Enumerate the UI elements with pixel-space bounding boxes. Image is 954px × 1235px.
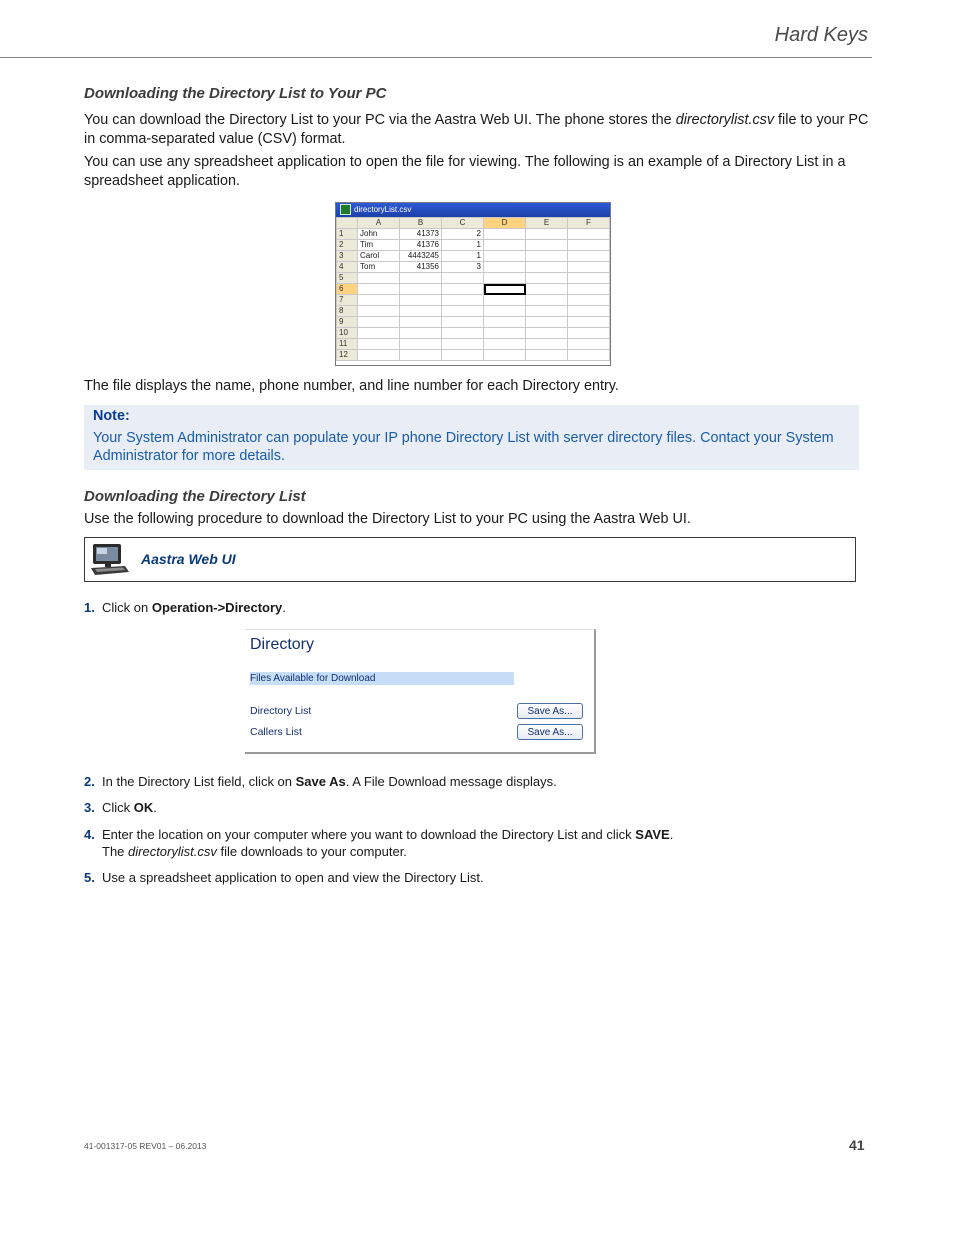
column-header: A	[358, 218, 400, 229]
page-number: 41	[849, 1137, 865, 1153]
cell-name: John	[358, 229, 400, 240]
column-header-row	[337, 218, 610, 229]
table-row	[337, 328, 610, 339]
table-row	[337, 295, 610, 306]
column-header: D	[484, 218, 526, 229]
spreadsheet-paragraph: You can use any spreadsheet application to open the file for viewing. The following is an example of a Directory List in a spreadsheet application.	[84, 154, 846, 189]
cell-line: 1	[442, 251, 484, 262]
column-header: B	[400, 218, 442, 229]
running-header: Hard Keys	[774, 24, 868, 46]
callers-list-label: Callers List	[250, 726, 302, 738]
table-row	[337, 317, 610, 328]
table-row	[337, 262, 610, 273]
row-header: 7	[337, 295, 358, 306]
spreadsheet-grid	[336, 217, 610, 361]
directory-list-label: Directory List	[250, 705, 312, 717]
cell-line: 3	[442, 262, 484, 273]
spreadsheet-screenshot	[335, 202, 611, 366]
table-row	[337, 350, 610, 361]
corner-cell	[337, 218, 358, 229]
step-4: 4. Enter the location on your computer where you want to download the Directory List and click SAVE.	[84, 827, 674, 842]
intro-paragraph: You can download the Directory List to your PC via the Aastra Web UI. The phone stores the directorylist.csv file to your PC in comma-separated value (CSV) format.	[84, 112, 869, 147]
cell-phone: 41376	[400, 240, 442, 251]
row-header: 3	[337, 251, 358, 262]
row-header: 11	[337, 339, 358, 350]
step-2: 2. In the Directory List field, click on Save As. A File Download message displays.	[84, 774, 557, 789]
directory-panel	[245, 629, 596, 754]
row-header: 4	[337, 262, 358, 273]
table-row	[337, 273, 610, 284]
note-box	[84, 405, 859, 470]
table-row	[337, 229, 610, 240]
cell-phone: 41356	[400, 262, 442, 273]
column-header: F	[568, 218, 610, 229]
row-header: 12	[337, 350, 358, 361]
row-header: 1	[337, 229, 358, 240]
directory-title: Directory	[250, 636, 315, 653]
note-title: Note:	[93, 408, 130, 424]
cell-line: 1	[442, 240, 484, 251]
aastra-web-ui-box	[84, 537, 856, 582]
row-header: 2	[337, 240, 358, 251]
section-title-download-to-pc: Downloading the Directory List to Your PC	[84, 85, 387, 102]
header-rule	[0, 57, 872, 58]
table-row	[337, 284, 610, 295]
table-row	[337, 339, 610, 350]
section-title-download-directory: Downloading the Directory List	[84, 488, 306, 505]
step-1: 1. Click on Operation->Directory.	[84, 600, 286, 615]
row-header: 8	[337, 306, 358, 317]
spreadsheet-titlebar: directoryList.csv	[336, 203, 610, 217]
cell-name: Carol	[358, 251, 400, 262]
cell-line: 2	[442, 229, 484, 240]
column-header: E	[526, 218, 568, 229]
row-header: 5	[337, 273, 358, 284]
cell-phone: 4443245	[400, 251, 442, 262]
cell-name: Tom	[358, 262, 400, 273]
excel-icon	[340, 204, 351, 215]
table-row	[337, 306, 610, 317]
table-row	[337, 251, 610, 262]
save-as-callers-button[interactable]: Save As...	[517, 724, 583, 740]
note-body: Your System Administrator can populate your IP phone Directory List with server directory files. Contact your System Administrator for more details.	[93, 430, 834, 464]
document-id: 41-001317-05 REV01 – 06.2013	[84, 1141, 207, 1151]
table-row	[337, 240, 610, 251]
file-description-paragraph: The file displays the name, phone number, and line number for each Directory entry.	[84, 378, 619, 394]
step-4-detail: The directorylist.csv file downloads to your computer.	[102, 844, 407, 859]
row-header: 6	[337, 284, 358, 295]
save-as-directory-button[interactable]: Save As...	[517, 703, 583, 719]
cell-name: Tim	[358, 240, 400, 251]
aastra-web-ui-label: Aastra Web UI	[141, 551, 236, 567]
row-header: 10	[337, 328, 358, 339]
procedure-intro: Use the following procedure to download the Directory List to your PC using the Aastra Web UI.	[84, 511, 691, 527]
cell-phone: 41373	[400, 229, 442, 240]
files-available-band: Files Available for Download	[250, 672, 514, 685]
row-header: 9	[337, 317, 358, 328]
filename: directorylist.csv	[675, 112, 775, 128]
step-5: 5. Use a spreadsheet application to open and view the Directory List.	[84, 870, 484, 885]
column-header: C	[442, 218, 484, 229]
step-3: 3. Click OK.	[84, 800, 157, 815]
computer-icon	[89, 542, 131, 578]
active-cell	[484, 284, 526, 295]
